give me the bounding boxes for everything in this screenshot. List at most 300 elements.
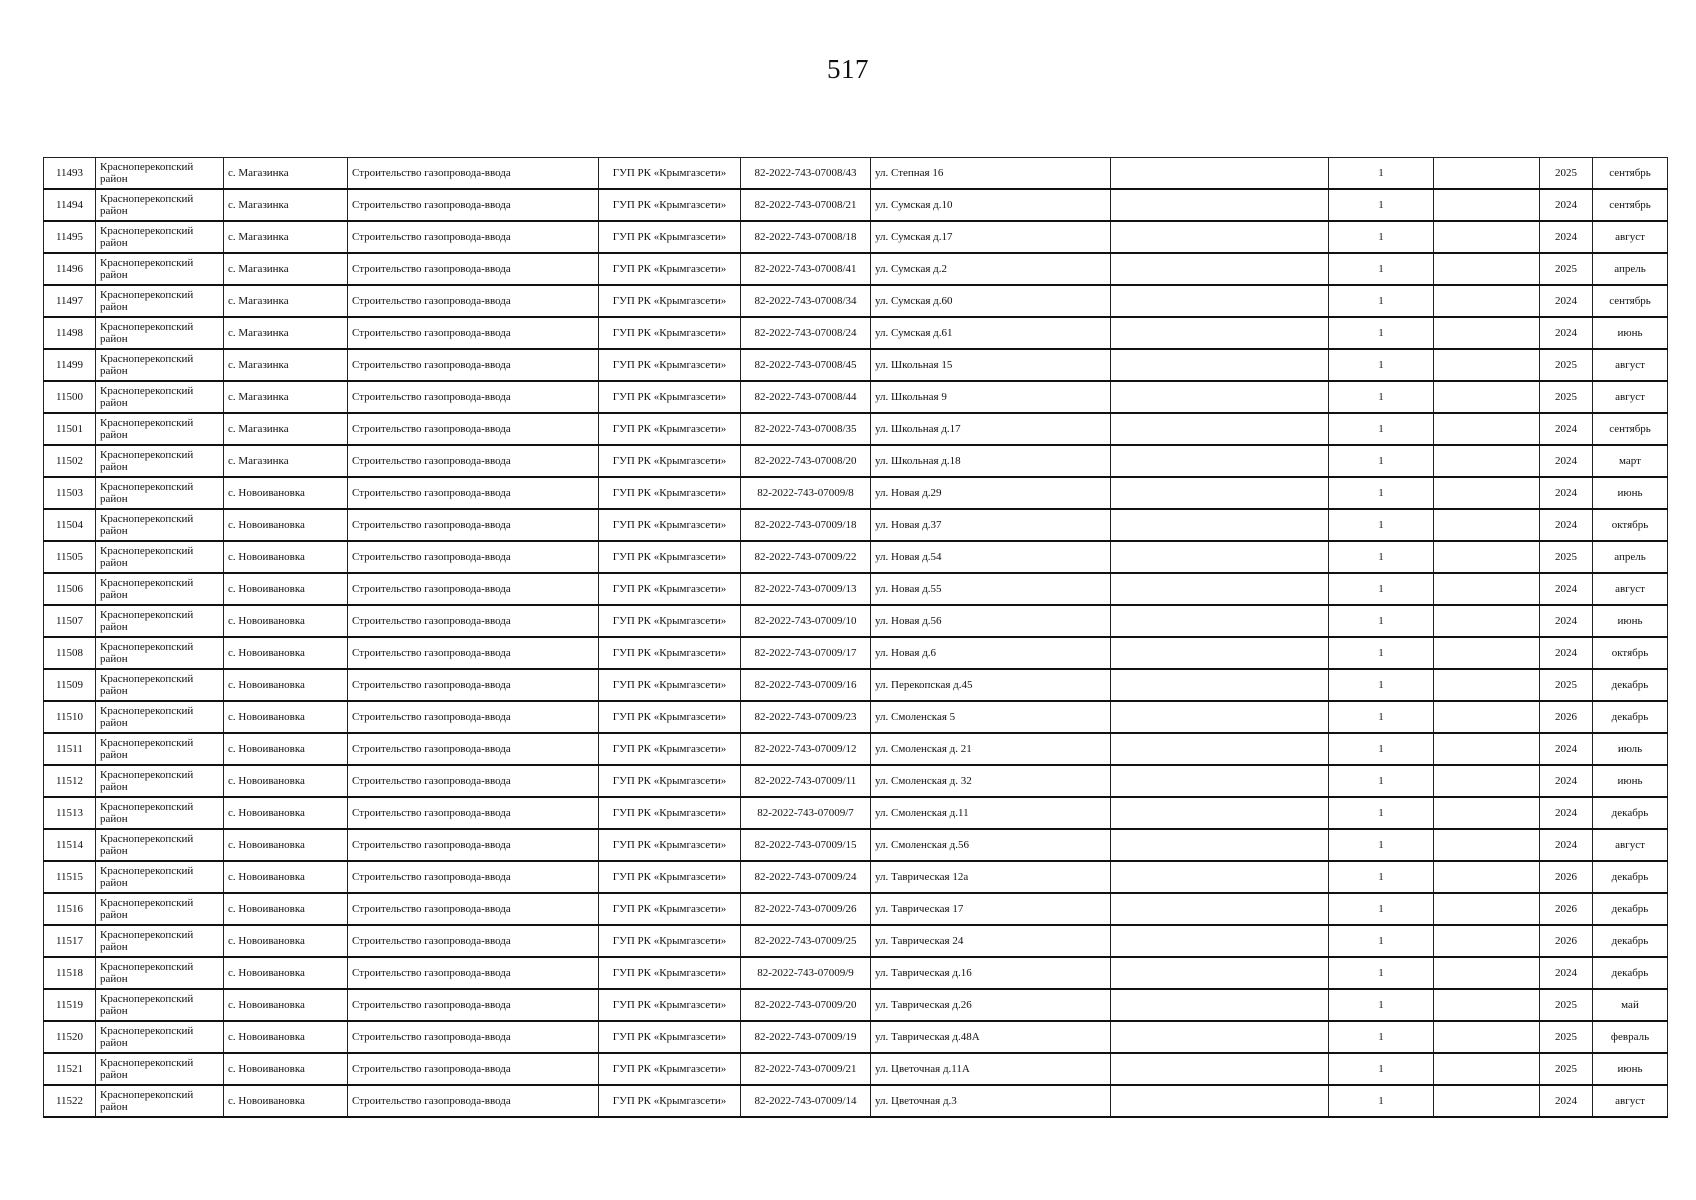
- row-number-cell: 11512: [44, 765, 96, 797]
- organization-cell: ГУП РК «Крымгазсети»: [599, 925, 741, 957]
- empty-cell: [1434, 701, 1540, 733]
- empty-cell: [1111, 253, 1329, 285]
- empty-cell: [1434, 1085, 1540, 1117]
- table-row: [44, 989, 1668, 1021]
- year-cell: 2024: [1540, 189, 1593, 221]
- table-row: [44, 317, 1668, 349]
- table-row: [44, 861, 1668, 893]
- district-cell: Красноперекопский район: [96, 413, 224, 445]
- project-code-cell: 82-2022-743-07009/19: [741, 1021, 871, 1053]
- organization-cell: ГУП РК «Крымгазсети»: [599, 189, 741, 221]
- month-cell: декабрь: [1593, 797, 1668, 829]
- settlement-cell: с. Новоивановка: [224, 1021, 348, 1053]
- work-type-cell: Строительство газопровода-ввода: [348, 509, 599, 541]
- year-cell: 2024: [1540, 733, 1593, 765]
- quantity-cell: 1: [1329, 477, 1434, 509]
- project-code-cell: 82-2022-743-07009/18: [741, 509, 871, 541]
- row-number-cell: 11507: [44, 605, 96, 637]
- organization-cell: ГУП РК «Крымгазсети»: [599, 605, 741, 637]
- year-cell: 2025: [1540, 349, 1593, 381]
- address-cell: ул. Смоленская д. 21: [871, 733, 1111, 765]
- row-number-cell: 11508: [44, 637, 96, 669]
- page-number: 517: [827, 54, 869, 84]
- district-cell: Красноперекопский район: [96, 669, 224, 701]
- table-row: [44, 701, 1668, 733]
- table-row: [44, 253, 1668, 285]
- address-cell: ул. Новая д.56: [871, 605, 1111, 637]
- district-cell: Красноперекопский район: [96, 253, 224, 285]
- quantity-cell: 1: [1329, 317, 1434, 349]
- month-cell: март: [1593, 445, 1668, 477]
- work-type-cell: Строительство газопровода-ввода: [348, 158, 599, 190]
- year-cell: 2025: [1540, 158, 1593, 190]
- quantity-cell: 1: [1329, 893, 1434, 925]
- row-number-cell: 11506: [44, 573, 96, 605]
- year-cell: 2025: [1540, 253, 1593, 285]
- quantity-cell: 1: [1329, 925, 1434, 957]
- row-number-cell: 11496: [44, 253, 96, 285]
- address-cell: ул. Смоленская д.11: [871, 797, 1111, 829]
- table-row: [44, 733, 1668, 765]
- quantity-cell: 1: [1329, 158, 1434, 190]
- address-cell: ул. Новая д.6: [871, 637, 1111, 669]
- quantity-cell: 1: [1329, 509, 1434, 541]
- district-cell: Красноперекопский район: [96, 861, 224, 893]
- settlement-cell: с. Новоивановка: [224, 701, 348, 733]
- table-row: [44, 509, 1668, 541]
- settlement-cell: с. Новоивановка: [224, 541, 348, 573]
- district-cell: Красноперекопский район: [96, 605, 224, 637]
- month-cell: апрель: [1593, 541, 1668, 573]
- month-cell: август: [1593, 221, 1668, 253]
- work-type-cell: Строительство газопровода-ввода: [348, 957, 599, 989]
- row-number-cell: 11501: [44, 413, 96, 445]
- year-cell: 2026: [1540, 925, 1593, 957]
- organization-cell: ГУП РК «Крымгазсети»: [599, 1053, 741, 1085]
- organization-cell: ГУП РК «Крымгазсети»: [599, 253, 741, 285]
- empty-cell: [1434, 861, 1540, 893]
- quantity-cell: 1: [1329, 797, 1434, 829]
- month-cell: сентябрь: [1593, 158, 1668, 190]
- work-type-cell: Строительство газопровода-ввода: [348, 733, 599, 765]
- district-cell: Красноперекопский район: [96, 221, 224, 253]
- settlement-cell: с. Новоивановка: [224, 1053, 348, 1085]
- year-cell: 2024: [1540, 221, 1593, 253]
- settlement-cell: с. Новоивановка: [224, 829, 348, 861]
- empty-cell: [1434, 765, 1540, 797]
- row-number-cell: 11511: [44, 733, 96, 765]
- quantity-cell: 1: [1329, 701, 1434, 733]
- project-code-cell: 82-2022-743-07009/21: [741, 1053, 871, 1085]
- organization-cell: ГУП РК «Крымгазсети»: [599, 957, 741, 989]
- empty-cell: [1434, 733, 1540, 765]
- district-cell: Красноперекопский район: [96, 733, 224, 765]
- year-cell: 2024: [1540, 637, 1593, 669]
- empty-cell: [1434, 253, 1540, 285]
- project-code-cell: 82-2022-743-07009/24: [741, 861, 871, 893]
- month-cell: сентябрь: [1593, 189, 1668, 221]
- year-cell: 2024: [1540, 477, 1593, 509]
- project-code-cell: 82-2022-743-07009/20: [741, 989, 871, 1021]
- year-cell: 2026: [1540, 861, 1593, 893]
- year-cell: 2025: [1540, 989, 1593, 1021]
- row-number-cell: 11516: [44, 893, 96, 925]
- quantity-cell: 1: [1329, 989, 1434, 1021]
- table-row: [44, 797, 1668, 829]
- organization-cell: ГУП РК «Крымгазсети»: [599, 477, 741, 509]
- address-cell: ул. Школьная д.18: [871, 445, 1111, 477]
- organization-cell: ГУП РК «Крымгазсети»: [599, 637, 741, 669]
- quantity-cell: 1: [1329, 1085, 1434, 1117]
- work-type-cell: Строительство газопровода-ввода: [348, 797, 599, 829]
- project-code-cell: 82-2022-743-07008/43: [741, 158, 871, 190]
- month-cell: октябрь: [1593, 509, 1668, 541]
- organization-cell: ГУП РК «Крымгазсети»: [599, 413, 741, 445]
- district-cell: Красноперекопский район: [96, 765, 224, 797]
- organization-cell: ГУП РК «Крымгазсети»: [599, 317, 741, 349]
- work-type-cell: Строительство газопровода-ввода: [348, 253, 599, 285]
- empty-cell: [1434, 349, 1540, 381]
- settlement-cell: с. Новоивановка: [224, 477, 348, 509]
- project-code-cell: 82-2022-743-07009/25: [741, 925, 871, 957]
- empty-cell: [1434, 989, 1540, 1021]
- row-number-cell: 11522: [44, 1085, 96, 1117]
- quantity-cell: 1: [1329, 605, 1434, 637]
- district-cell: Красноперекопский район: [96, 189, 224, 221]
- district-cell: Красноперекопский район: [96, 957, 224, 989]
- table-row: [44, 829, 1668, 861]
- row-number-cell: 11520: [44, 1021, 96, 1053]
- district-cell: Красноперекопский район: [96, 1021, 224, 1053]
- project-code-cell: 82-2022-743-07008/44: [741, 381, 871, 413]
- quantity-cell: 1: [1329, 253, 1434, 285]
- project-code-cell: 82-2022-743-07009/16: [741, 669, 871, 701]
- empty-cell: [1111, 381, 1329, 413]
- empty-cell: [1434, 317, 1540, 349]
- quantity-cell: 1: [1329, 1021, 1434, 1053]
- month-cell: август: [1593, 1085, 1668, 1117]
- address-cell: ул. Смоленская д. 32: [871, 765, 1111, 797]
- empty-cell: [1434, 925, 1540, 957]
- organization-cell: ГУП РК «Крымгазсети»: [599, 285, 741, 317]
- year-cell: 2024: [1540, 413, 1593, 445]
- table-row: [44, 477, 1668, 509]
- district-cell: Красноперекопский район: [96, 1053, 224, 1085]
- empty-cell: [1434, 445, 1540, 477]
- month-cell: декабрь: [1593, 893, 1668, 925]
- settlement-cell: с. Новоивановка: [224, 605, 348, 637]
- address-cell: ул. Таврическая 24: [871, 925, 1111, 957]
- settlement-cell: с. Новоивановка: [224, 765, 348, 797]
- row-number-cell: 11497: [44, 285, 96, 317]
- settlement-cell: с. Новоивановка: [224, 637, 348, 669]
- row-number-cell: 11495: [44, 221, 96, 253]
- quantity-cell: 1: [1329, 573, 1434, 605]
- table-row: [44, 1053, 1668, 1085]
- settlement-cell: с. Магазинка: [224, 349, 348, 381]
- district-cell: Красноперекопский район: [96, 158, 224, 190]
- settlement-cell: с. Новоивановка: [224, 957, 348, 989]
- quantity-cell: 1: [1329, 445, 1434, 477]
- month-cell: декабрь: [1593, 701, 1668, 733]
- district-cell: Красноперекопский район: [96, 829, 224, 861]
- district-cell: Красноперекопский район: [96, 317, 224, 349]
- work-type-cell: Строительство газопровода-ввода: [348, 413, 599, 445]
- empty-cell: [1111, 413, 1329, 445]
- organization-cell: ГУП РК «Крымгазсети»: [599, 509, 741, 541]
- empty-cell: [1111, 765, 1329, 797]
- row-number-cell: 11517: [44, 925, 96, 957]
- row-number-cell: 11494: [44, 189, 96, 221]
- empty-cell: [1111, 221, 1329, 253]
- quantity-cell: 1: [1329, 829, 1434, 861]
- organization-cell: ГУП РК «Крымгазсети»: [599, 349, 741, 381]
- project-code-cell: 82-2022-743-07008/45: [741, 349, 871, 381]
- row-number-cell: 11500: [44, 381, 96, 413]
- quantity-cell: 1: [1329, 637, 1434, 669]
- address-cell: ул. Школьная 9: [871, 381, 1111, 413]
- year-cell: 2024: [1540, 1085, 1593, 1117]
- project-code-cell: 82-2022-743-07009/8: [741, 477, 871, 509]
- row-number-cell: 11513: [44, 797, 96, 829]
- year-cell: 2025: [1540, 669, 1593, 701]
- row-number-cell: 11504: [44, 509, 96, 541]
- table-row: [44, 765, 1668, 797]
- project-code-cell: 82-2022-743-07009/14: [741, 1085, 871, 1117]
- address-cell: ул. Новая д.55: [871, 573, 1111, 605]
- row-number-cell: 11503: [44, 477, 96, 509]
- organization-cell: ГУП РК «Крымгазсети»: [599, 445, 741, 477]
- project-code-cell: 82-2022-743-07008/21: [741, 189, 871, 221]
- work-type-cell: Строительство газопровода-ввода: [348, 925, 599, 957]
- month-cell: июнь: [1593, 605, 1668, 637]
- empty-cell: [1434, 541, 1540, 573]
- organization-cell: ГУП РК «Крымгазсети»: [599, 893, 741, 925]
- table-row: [44, 541, 1668, 573]
- table-row: [44, 221, 1668, 253]
- month-cell: декабрь: [1593, 861, 1668, 893]
- address-cell: ул. Цветочная д.11А: [871, 1053, 1111, 1085]
- project-code-cell: 82-2022-743-07009/11: [741, 765, 871, 797]
- empty-cell: [1111, 509, 1329, 541]
- organization-cell: ГУП РК «Крымгазсети»: [599, 541, 741, 573]
- empty-cell: [1111, 605, 1329, 637]
- quantity-cell: 1: [1329, 861, 1434, 893]
- empty-cell: [1111, 1085, 1329, 1117]
- work-type-cell: Строительство газопровода-ввода: [348, 605, 599, 637]
- organization-cell: ГУП РК «Крымгазсети»: [599, 861, 741, 893]
- organization-cell: ГУП РК «Крымгазсети»: [599, 669, 741, 701]
- table-row: [44, 349, 1668, 381]
- year-cell: 2024: [1540, 829, 1593, 861]
- empty-cell: [1111, 189, 1329, 221]
- project-code-cell: 82-2022-743-07009/26: [741, 893, 871, 925]
- empty-cell: [1111, 989, 1329, 1021]
- row-number-cell: 11515: [44, 861, 96, 893]
- work-type-cell: Строительство газопровода-ввода: [348, 1085, 599, 1117]
- work-type-cell: Строительство газопровода-ввода: [348, 381, 599, 413]
- quantity-cell: 1: [1329, 765, 1434, 797]
- quantity-cell: 1: [1329, 349, 1434, 381]
- row-number-cell: 11499: [44, 349, 96, 381]
- empty-cell: [1434, 893, 1540, 925]
- address-cell: ул. Степная 16: [871, 158, 1111, 190]
- quantity-cell: 1: [1329, 1053, 1434, 1085]
- year-cell: 2025: [1540, 1021, 1593, 1053]
- empty-cell: [1111, 317, 1329, 349]
- table-row: [44, 957, 1668, 989]
- table-row: [44, 669, 1668, 701]
- year-cell: 2025: [1540, 1053, 1593, 1085]
- work-type-cell: Строительство газопровода-ввода: [348, 477, 599, 509]
- quantity-cell: 1: [1329, 221, 1434, 253]
- address-cell: ул. Цветочная д.3: [871, 1085, 1111, 1117]
- work-type-cell: Строительство газопровода-ввода: [348, 829, 599, 861]
- table-row: [44, 1021, 1668, 1053]
- settlement-cell: с. Новоивановка: [224, 925, 348, 957]
- work-type-cell: Строительство газопровода-ввода: [348, 317, 599, 349]
- address-cell: ул. Перекопская д.45: [871, 669, 1111, 701]
- empty-cell: [1111, 573, 1329, 605]
- row-number-cell: 11502: [44, 445, 96, 477]
- row-number-cell: 11518: [44, 957, 96, 989]
- table-row: [44, 381, 1668, 413]
- year-cell: 2024: [1540, 797, 1593, 829]
- address-cell: ул. Таврическая д.26: [871, 989, 1111, 1021]
- empty-cell: [1111, 349, 1329, 381]
- month-cell: июнь: [1593, 1053, 1668, 1085]
- quantity-cell: 1: [1329, 541, 1434, 573]
- row-number-cell: 11510: [44, 701, 96, 733]
- district-cell: Красноперекопский район: [96, 381, 224, 413]
- month-cell: декабрь: [1593, 957, 1668, 989]
- month-cell: июнь: [1593, 477, 1668, 509]
- empty-cell: [1434, 221, 1540, 253]
- settlement-cell: с. Магазинка: [224, 413, 348, 445]
- address-cell: ул. Таврическая д.48А: [871, 1021, 1111, 1053]
- project-code-cell: 82-2022-743-07009/22: [741, 541, 871, 573]
- district-cell: Красноперекопский район: [96, 285, 224, 317]
- year-cell: 2024: [1540, 317, 1593, 349]
- empty-cell: [1434, 1021, 1540, 1053]
- organization-cell: ГУП РК «Крымгазсети»: [599, 701, 741, 733]
- empty-cell: [1434, 573, 1540, 605]
- address-cell: ул. Таврическая д.16: [871, 957, 1111, 989]
- table-row: [44, 605, 1668, 637]
- address-cell: ул. Новая д.29: [871, 477, 1111, 509]
- work-type-cell: Строительство газопровода-ввода: [348, 989, 599, 1021]
- project-code-cell: 82-2022-743-07009/13: [741, 573, 871, 605]
- settlement-cell: с. Магазинка: [224, 445, 348, 477]
- project-code-cell: 82-2022-743-07008/34: [741, 285, 871, 317]
- empty-cell: [1111, 637, 1329, 669]
- address-cell: ул. Смоленская 5: [871, 701, 1111, 733]
- district-cell: Красноперекопский район: [96, 925, 224, 957]
- empty-cell: [1434, 285, 1540, 317]
- address-cell: ул. Таврическая 12а: [871, 861, 1111, 893]
- month-cell: сентябрь: [1593, 285, 1668, 317]
- year-cell: 2025: [1540, 541, 1593, 573]
- row-number-cell: 11521: [44, 1053, 96, 1085]
- row-number-cell: 11519: [44, 989, 96, 1021]
- month-cell: июль: [1593, 733, 1668, 765]
- district-cell: Красноперекопский район: [96, 349, 224, 381]
- organization-cell: ГУП РК «Крымгазсети»: [599, 1085, 741, 1117]
- year-cell: 2024: [1540, 765, 1593, 797]
- address-cell: ул. Сумская д.17: [871, 221, 1111, 253]
- row-number-cell: 11493: [44, 158, 96, 190]
- row-number-cell: 11514: [44, 829, 96, 861]
- empty-cell: [1434, 957, 1540, 989]
- empty-cell: [1434, 1053, 1540, 1085]
- settlement-cell: с. Магазинка: [224, 317, 348, 349]
- organization-cell: ГУП РК «Крымгазсети»: [599, 573, 741, 605]
- address-cell: ул. Сумская д.2: [871, 253, 1111, 285]
- table-row: [44, 189, 1668, 221]
- address-cell: ул. Новая д.37: [871, 509, 1111, 541]
- year-cell: 2024: [1540, 957, 1593, 989]
- organization-cell: ГУП РК «Крымгазсети»: [599, 1021, 741, 1053]
- year-cell: 2026: [1540, 701, 1593, 733]
- district-cell: Красноперекопский район: [96, 573, 224, 605]
- project-code-cell: 82-2022-743-07009/7: [741, 797, 871, 829]
- row-number-cell: 11505: [44, 541, 96, 573]
- settlement-cell: с. Новоивановка: [224, 989, 348, 1021]
- year-cell: 2024: [1540, 605, 1593, 637]
- empty-cell: [1434, 669, 1540, 701]
- work-type-cell: Строительство газопровода-ввода: [348, 445, 599, 477]
- district-cell: Красноперекопский район: [96, 509, 224, 541]
- month-cell: октябрь: [1593, 637, 1668, 669]
- empty-cell: [1111, 1053, 1329, 1085]
- address-cell: ул. Новая д.54: [871, 541, 1111, 573]
- month-cell: август: [1593, 381, 1668, 413]
- empty-cell: [1111, 701, 1329, 733]
- district-cell: Красноперекопский район: [96, 445, 224, 477]
- table-row: [44, 637, 1668, 669]
- empty-cell: [1111, 285, 1329, 317]
- empty-cell: [1111, 445, 1329, 477]
- table-row: [44, 413, 1668, 445]
- year-cell: 2026: [1540, 893, 1593, 925]
- table-row: [44, 158, 1668, 190]
- work-type-cell: Строительство газопровода-ввода: [348, 701, 599, 733]
- work-type-cell: Строительство газопровода-ввода: [348, 669, 599, 701]
- settlement-cell: с. Новоивановка: [224, 1085, 348, 1117]
- work-type-cell: Строительство газопровода-ввода: [348, 189, 599, 221]
- month-cell: декабрь: [1593, 925, 1668, 957]
- project-code-cell: 82-2022-743-07009/9: [741, 957, 871, 989]
- work-type-cell: Строительство газопровода-ввода: [348, 637, 599, 669]
- project-code-cell: 82-2022-743-07008/20: [741, 445, 871, 477]
- month-cell: июнь: [1593, 317, 1668, 349]
- address-cell: ул. Сумская д.60: [871, 285, 1111, 317]
- registry-table: [43, 157, 1668, 1118]
- table-row: [44, 445, 1668, 477]
- district-cell: Красноперекопский район: [96, 989, 224, 1021]
- district-cell: Красноперекопский район: [96, 893, 224, 925]
- year-cell: 2025: [1540, 381, 1593, 413]
- empty-cell: [1111, 733, 1329, 765]
- organization-cell: ГУП РК «Крымгазсети»: [599, 765, 741, 797]
- month-cell: август: [1593, 829, 1668, 861]
- empty-cell: [1434, 509, 1540, 541]
- settlement-cell: с. Магазинка: [224, 285, 348, 317]
- district-cell: Красноперекопский район: [96, 1085, 224, 1117]
- settlement-cell: с. Магазинка: [224, 253, 348, 285]
- work-type-cell: Строительство газопровода-ввода: [348, 349, 599, 381]
- registry-rows: [44, 158, 1668, 1118]
